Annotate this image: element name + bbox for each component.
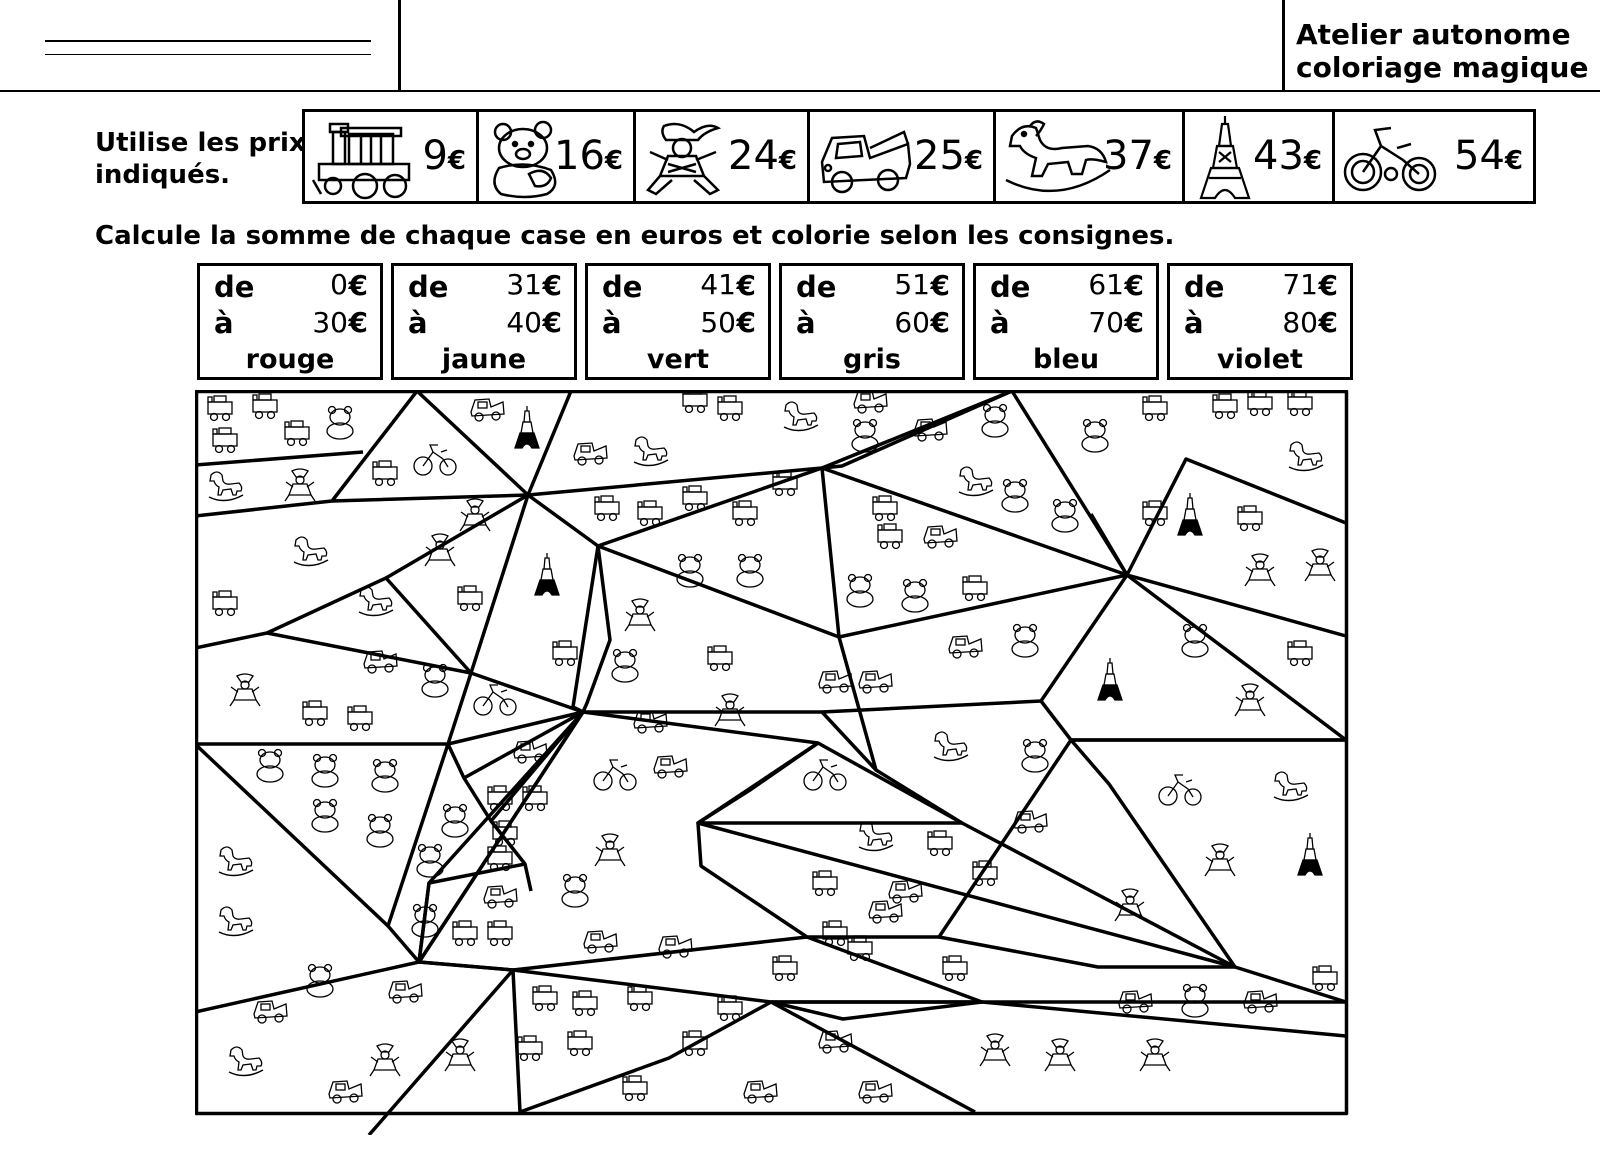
- legend-box-vert: [585, 263, 771, 380]
- name-line-2: [45, 54, 371, 55]
- legend-a-label: à: [214, 306, 234, 340]
- legend-to-value: 30: [312, 306, 348, 339]
- legend-to-value: 80: [1282, 306, 1318, 339]
- page-title: [1296, 18, 1588, 84]
- legend-box-rouge: [197, 263, 383, 380]
- price-instruction: [95, 127, 306, 191]
- legend-a-label: à: [602, 306, 622, 340]
- legend-box-gris: [779, 263, 965, 380]
- legend-from-value: 71: [1282, 268, 1318, 301]
- header-bottom-rule: [0, 90, 1600, 92]
- region-lines: [195, 391, 1347, 1135]
- main-instruction: Calcule la somme de chaque case en euros et colorie selon les consignes.: [95, 221, 1175, 251]
- legend-euro: €: [542, 269, 562, 302]
- legend-de-label: de: [214, 270, 255, 304]
- toy-truck-icon: [816, 118, 912, 200]
- legend-from-value: 61: [1088, 268, 1124, 301]
- header-divider-left: [398, 0, 401, 90]
- price-cell-rocking-horse: [996, 112, 1185, 201]
- price-rocking-horse: 37€: [1103, 133, 1172, 179]
- legend-euro: €: [1318, 269, 1338, 302]
- title-line-1: Atelier autonome: [1296, 18, 1571, 51]
- price-cell-tricycle: [1335, 112, 1533, 201]
- legend-euro: €: [930, 306, 950, 339]
- legend-de-label: de: [796, 270, 837, 304]
- legend-euro: €: [1124, 306, 1144, 339]
- legend-a-label: à: [796, 306, 816, 340]
- price-cell-eiffel: [1185, 112, 1335, 201]
- price-cell-jester: [636, 112, 810, 201]
- legend-euro: €: [542, 306, 562, 339]
- legend-box-violet: [1167, 263, 1353, 380]
- legend-from-value: 41: [700, 268, 736, 301]
- legend-color-name: violet: [1217, 344, 1303, 375]
- legend-euro: €: [1318, 306, 1338, 339]
- legend-euro: €: [736, 269, 756, 302]
- legend-from-value: 31: [506, 268, 542, 301]
- legend-a-label: à: [1184, 306, 1204, 340]
- legend-de-label: de: [1184, 270, 1225, 304]
- jester-icon: [642, 118, 726, 200]
- price-jester: 24€: [728, 133, 797, 179]
- legend-from-value: 51: [894, 268, 930, 301]
- legend-a-label: à: [990, 306, 1010, 340]
- legend-de-label: de: [602, 270, 643, 304]
- legend-color-name: jaune: [441, 344, 527, 375]
- rocking-horse-icon: [1002, 118, 1114, 200]
- legend-euro: €: [930, 269, 950, 302]
- price-table: [302, 109, 1536, 204]
- tricycle-icon: [1341, 118, 1441, 200]
- price-train: 9€: [422, 133, 466, 179]
- legend-de-label: de: [990, 270, 1031, 304]
- legend-to-value: 40: [506, 306, 542, 339]
- price-teddy: 16€: [554, 133, 623, 179]
- legend-color-name: vert: [646, 344, 710, 375]
- header-divider-right: [1282, 0, 1285, 90]
- price-instruction-line-1: Utilise les prix: [95, 128, 306, 158]
- price-tricycle: 54€: [1454, 133, 1523, 179]
- price-cell-train: [305, 112, 479, 201]
- price-truck: 25€: [914, 133, 983, 179]
- eiffel-tower-icon: [1197, 116, 1253, 200]
- legend-color-name: gris: [843, 344, 901, 375]
- legend-box-bleu: [973, 263, 1159, 380]
- legend-color-name: rouge: [245, 344, 335, 375]
- legend-color-name: bleu: [1032, 344, 1100, 375]
- legend-a-label: à: [408, 306, 428, 340]
- title-line-2: coloriage magique: [1296, 51, 1589, 84]
- legend-euro: €: [736, 306, 756, 339]
- legend-euro: €: [1124, 269, 1144, 302]
- price-cell-teddy: [479, 112, 636, 201]
- legend-to-value: 50: [700, 306, 736, 339]
- legend-to-value: 70: [1088, 306, 1124, 339]
- train-icon: [311, 118, 419, 200]
- price-instruction-line-2: indiqués.: [95, 160, 231, 190]
- price-eiffel: 43€: [1253, 133, 1322, 179]
- legend-euro: €: [348, 269, 368, 302]
- legend-euro: €: [348, 306, 368, 339]
- name-line-1: [45, 40, 371, 42]
- price-cell-truck: [810, 112, 996, 201]
- legend-to-value: 60: [894, 306, 930, 339]
- coloring-grid: [195, 390, 1380, 1135]
- legend-from-value: 0: [330, 268, 348, 301]
- legend-box-jaune: [391, 263, 577, 380]
- legend-de-label: de: [408, 270, 449, 304]
